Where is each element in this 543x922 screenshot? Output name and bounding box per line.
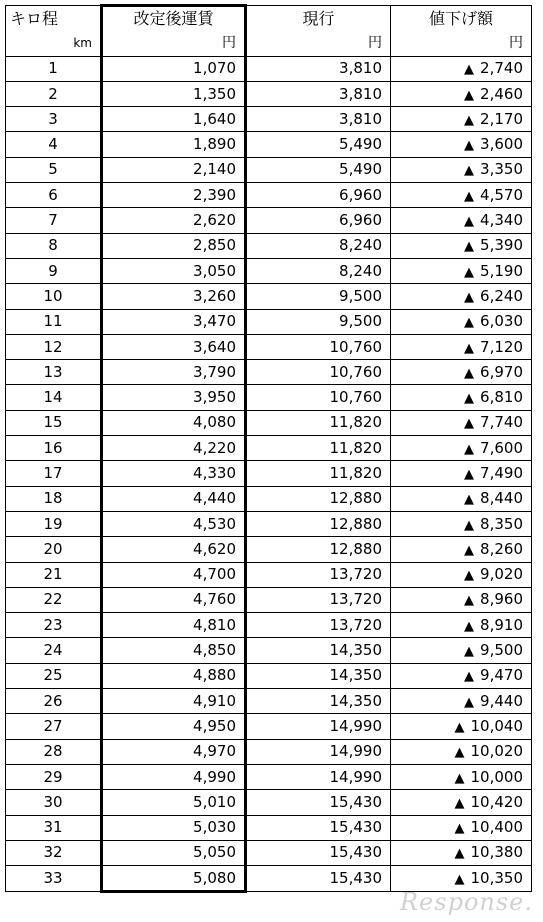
reduction-triangle-icon: ▲ — [464, 264, 475, 280]
table-row — [6, 258, 532, 283]
cell-km: 16 — [6, 436, 102, 461]
reduction-amount: 9,440 — [480, 691, 523, 710]
cell-current-fare: 14,990 — [246, 764, 391, 789]
reduction-triangle-icon: ▲ — [454, 846, 465, 862]
reduction-amount: 10,400 — [470, 818, 523, 837]
reduction-amount: 7,120 — [480, 337, 523, 356]
cell-new-fare: 5,030 — [102, 815, 246, 840]
cell-current-fare: 11,820 — [246, 461, 391, 486]
cell-current-fare: 14,350 — [246, 638, 391, 663]
cell-current-fare: 6,960 — [246, 183, 391, 208]
reduction-amount: 6,240 — [480, 286, 523, 305]
cell-km: 2 — [6, 81, 102, 106]
header-km: キロ程 — [6, 6, 102, 32]
table-body — [6, 56, 532, 892]
cell-new-fare: 3,050 — [102, 258, 246, 283]
reduction-triangle-icon: ▲ — [454, 872, 465, 888]
cell-reduction — [391, 587, 532, 612]
cell-new-fare: 5,010 — [102, 790, 246, 815]
cell-current-fare: 10,760 — [246, 334, 391, 359]
cell-current-fare: 5,490 — [246, 132, 391, 157]
cell-new-fare: 1,640 — [102, 107, 246, 132]
cell-reduction — [391, 461, 532, 486]
table-row — [6, 790, 532, 815]
reduction-triangle-icon: ▲ — [464, 542, 475, 558]
reduction-triangle-icon: ▲ — [464, 669, 475, 685]
cell-reduction — [391, 132, 532, 157]
cell-current-fare: 15,430 — [246, 840, 391, 865]
reduction-amount: 5,190 — [480, 261, 523, 280]
table-row — [6, 360, 532, 385]
reduction-amount: 8,910 — [480, 615, 523, 634]
cell-current-fare: 12,880 — [246, 537, 391, 562]
cell-reduction — [391, 157, 532, 182]
reduction-amount: 10,420 — [470, 792, 523, 811]
cell-current-fare: 10,760 — [246, 385, 391, 410]
cell-km: 25 — [6, 663, 102, 688]
header-new-fare: 改定後運賃 — [102, 6, 246, 32]
cell-reduction — [391, 183, 532, 208]
unit-current-fare: 円 — [246, 31, 391, 56]
cell-new-fare: 1,350 — [102, 81, 246, 106]
reduction-triangle-icon: ▲ — [464, 618, 475, 634]
reduction-triangle-icon: ▲ — [464, 163, 475, 179]
cell-km: 19 — [6, 511, 102, 536]
reduction-amount: 5,390 — [480, 236, 523, 255]
reduction-amount: 10,040 — [470, 716, 523, 735]
cell-new-fare: 4,910 — [102, 689, 246, 714]
cell-reduction — [391, 360, 532, 385]
cell-km: 9 — [6, 258, 102, 283]
reduction-triangle-icon: ▲ — [454, 745, 465, 761]
reduction-amount: 6,970 — [480, 362, 523, 381]
table-row — [6, 132, 532, 157]
reduction-amount: 9,500 — [480, 641, 523, 660]
reduction-triangle-icon: ▲ — [464, 87, 475, 103]
cell-km: 23 — [6, 613, 102, 638]
cell-new-fare: 2,850 — [102, 233, 246, 258]
cell-new-fare: 2,140 — [102, 157, 246, 182]
reduction-triangle-icon: ▲ — [464, 315, 475, 331]
cell-reduction — [391, 334, 532, 359]
cell-reduction — [391, 81, 532, 106]
reduction-amount: 4,570 — [480, 185, 523, 204]
table-row — [6, 689, 532, 714]
table-row — [6, 613, 532, 638]
cell-reduction — [391, 764, 532, 789]
header-unit-row — [6, 31, 532, 56]
table-row — [6, 486, 532, 511]
cell-reduction — [391, 511, 532, 536]
table-row — [6, 739, 532, 764]
cell-new-fare: 3,260 — [102, 284, 246, 309]
reduction-triangle-icon: ▲ — [454, 719, 465, 735]
reduction-amount: 4,340 — [480, 211, 523, 230]
table-row — [6, 714, 532, 739]
reduction-amount: 10,350 — [470, 869, 523, 888]
cell-current-fare: 10,760 — [246, 360, 391, 385]
table-row — [6, 815, 532, 840]
reduction-triangle-icon: ▲ — [464, 214, 475, 230]
cell-current-fare: 15,430 — [246, 790, 391, 815]
cell-new-fare: 4,880 — [102, 663, 246, 688]
reduction-amount: 3,600 — [480, 135, 523, 154]
unit-km: km — [6, 31, 102, 56]
table-row — [6, 157, 532, 182]
cell-km: 18 — [6, 486, 102, 511]
cell-km: 6 — [6, 183, 102, 208]
table-row — [6, 385, 532, 410]
cell-new-fare: 3,790 — [102, 360, 246, 385]
cell-new-fare: 4,760 — [102, 587, 246, 612]
cell-new-fare: 4,220 — [102, 436, 246, 461]
cell-new-fare: 4,530 — [102, 511, 246, 536]
table-row — [6, 537, 532, 562]
table-row — [6, 638, 532, 663]
reduction-triangle-icon: ▲ — [464, 62, 475, 78]
reduction-triangle-icon: ▲ — [464, 416, 475, 432]
cell-km: 4 — [6, 132, 102, 157]
cell-current-fare: 6,960 — [246, 208, 391, 233]
cell-new-fare: 5,050 — [102, 840, 246, 865]
reduction-amount: 8,350 — [480, 514, 523, 533]
cell-new-fare: 5,080 — [102, 866, 246, 892]
reduction-amount: 7,740 — [480, 413, 523, 432]
cell-new-fare: 3,950 — [102, 385, 246, 410]
cell-current-fare: 12,880 — [246, 486, 391, 511]
cell-km: 32 — [6, 840, 102, 865]
cell-reduction — [391, 410, 532, 435]
cell-reduction — [391, 284, 532, 309]
reduction-triangle-icon: ▲ — [464, 593, 475, 609]
reduction-triangle-icon: ▲ — [464, 694, 475, 710]
cell-current-fare: 5,490 — [246, 157, 391, 182]
unit-reduction: 円 — [391, 31, 532, 56]
cell-current-fare: 15,430 — [246, 866, 391, 892]
cell-new-fare: 2,390 — [102, 183, 246, 208]
cell-current-fare: 14,350 — [246, 663, 391, 688]
table-row — [6, 511, 532, 536]
cell-reduction — [391, 107, 532, 132]
cell-reduction — [391, 309, 532, 334]
cell-current-fare: 14,990 — [246, 739, 391, 764]
cell-new-fare: 4,700 — [102, 562, 246, 587]
table-row — [6, 334, 532, 359]
cell-reduction — [391, 840, 532, 865]
reduction-triangle-icon: ▲ — [464, 568, 475, 584]
reduction-amount: 6,030 — [480, 312, 523, 331]
cell-km: 30 — [6, 790, 102, 815]
cell-reduction — [391, 385, 532, 410]
reduction-amount: 9,020 — [480, 565, 523, 584]
cell-current-fare: 14,990 — [246, 714, 391, 739]
cell-current-fare: 11,820 — [246, 436, 391, 461]
cell-current-fare: 13,720 — [246, 613, 391, 638]
cell-current-fare: 9,500 — [246, 309, 391, 334]
table-row — [6, 309, 532, 334]
cell-reduction — [391, 739, 532, 764]
table-row — [6, 81, 532, 106]
reduction-triangle-icon: ▲ — [464, 289, 475, 305]
reduction-triangle-icon: ▲ — [464, 441, 475, 457]
cell-new-fare: 4,080 — [102, 410, 246, 435]
cell-new-fare: 1,890 — [102, 132, 246, 157]
reduction-triangle-icon: ▲ — [464, 466, 475, 482]
header-reduction: 値下げ額 — [391, 6, 532, 32]
cell-current-fare: 9,500 — [246, 284, 391, 309]
watermark-logo: Response. — [399, 888, 533, 916]
cell-new-fare: 4,990 — [102, 764, 246, 789]
reduction-triangle-icon: ▲ — [464, 517, 475, 533]
table-header — [6, 6, 532, 57]
cell-reduction — [391, 258, 532, 283]
cell-new-fare: 3,470 — [102, 309, 246, 334]
cell-reduction — [391, 613, 532, 638]
cell-current-fare: 3,810 — [246, 107, 391, 132]
cell-current-fare: 13,720 — [246, 562, 391, 587]
reduction-amount: 2,740 — [480, 59, 523, 78]
cell-km: 29 — [6, 764, 102, 789]
cell-new-fare: 2,620 — [102, 208, 246, 233]
table-row — [6, 183, 532, 208]
reduction-triangle-icon: ▲ — [464, 138, 475, 154]
reduction-amount: 2,460 — [480, 84, 523, 103]
reduction-triangle-icon: ▲ — [464, 365, 475, 381]
table-row — [6, 562, 532, 587]
cell-reduction — [391, 56, 532, 81]
table-row — [6, 233, 532, 258]
cell-current-fare: 12,880 — [246, 511, 391, 536]
cell-current-fare: 8,240 — [246, 258, 391, 283]
cell-new-fare: 4,850 — [102, 638, 246, 663]
cell-km: 20 — [6, 537, 102, 562]
cell-reduction — [391, 486, 532, 511]
reduction-amount: 10,380 — [470, 843, 523, 862]
cell-current-fare: 11,820 — [246, 410, 391, 435]
reduction-amount: 7,490 — [480, 463, 523, 482]
table-row — [6, 284, 532, 309]
table-row — [6, 840, 532, 865]
fare-table — [5, 4, 532, 893]
cell-km: 28 — [6, 739, 102, 764]
cell-km: 12 — [6, 334, 102, 359]
cell-km: 7 — [6, 208, 102, 233]
cell-km: 21 — [6, 562, 102, 587]
cell-km: 11 — [6, 309, 102, 334]
cell-reduction — [391, 714, 532, 739]
reduction-amount: 3,350 — [480, 160, 523, 179]
table-row — [6, 587, 532, 612]
cell-new-fare: 4,620 — [102, 537, 246, 562]
cell-new-fare: 4,330 — [102, 461, 246, 486]
cell-new-fare: 1,070 — [102, 56, 246, 81]
reduction-triangle-icon: ▲ — [454, 821, 465, 837]
cell-reduction — [391, 233, 532, 258]
table-row — [6, 663, 532, 688]
cell-reduction — [391, 537, 532, 562]
cell-km: 3 — [6, 107, 102, 132]
cell-km: 1 — [6, 56, 102, 81]
reduction-triangle-icon: ▲ — [454, 770, 465, 786]
cell-reduction — [391, 208, 532, 233]
table-row — [6, 410, 532, 435]
cell-km: 13 — [6, 360, 102, 385]
cell-reduction — [391, 663, 532, 688]
reduction-amount: 9,470 — [480, 666, 523, 685]
cell-km: 15 — [6, 410, 102, 435]
reduction-amount: 10,020 — [470, 742, 523, 761]
table-row — [6, 208, 532, 233]
cell-reduction — [391, 436, 532, 461]
cell-km: 27 — [6, 714, 102, 739]
table-row — [6, 56, 532, 81]
table-row — [6, 764, 532, 789]
header-title-row — [6, 6, 532, 32]
reduction-triangle-icon: ▲ — [464, 112, 475, 128]
cell-new-fare: 4,950 — [102, 714, 246, 739]
reduction-amount: 7,600 — [480, 438, 523, 457]
cell-current-fare: 14,350 — [246, 689, 391, 714]
cell-km: 10 — [6, 284, 102, 309]
reduction-amount: 8,440 — [480, 489, 523, 508]
cell-current-fare: 3,810 — [246, 56, 391, 81]
cell-km: 14 — [6, 385, 102, 410]
cell-new-fare: 4,970 — [102, 739, 246, 764]
reduction-amount: 10,000 — [470, 767, 523, 786]
reduction-triangle-icon: ▲ — [454, 795, 465, 811]
reduction-amount: 2,170 — [480, 109, 523, 128]
reduction-triangle-icon: ▲ — [464, 340, 475, 356]
unit-new-fare: 円 — [102, 31, 246, 56]
cell-km: 33 — [6, 866, 102, 892]
cell-reduction — [391, 815, 532, 840]
cell-km: 5 — [6, 157, 102, 182]
cell-km: 24 — [6, 638, 102, 663]
reduction-triangle-icon: ▲ — [464, 188, 475, 204]
cell-reduction — [391, 638, 532, 663]
reduction-amount: 8,960 — [480, 590, 523, 609]
table-row — [6, 461, 532, 486]
cell-current-fare: 3,810 — [246, 81, 391, 106]
cell-current-fare: 8,240 — [246, 233, 391, 258]
table-row — [6, 107, 532, 132]
cell-km: 17 — [6, 461, 102, 486]
reduction-triangle-icon: ▲ — [464, 239, 475, 255]
reduction-amount: 6,810 — [480, 388, 523, 407]
cell-reduction — [391, 790, 532, 815]
cell-new-fare: 4,440 — [102, 486, 246, 511]
table-row — [6, 866, 532, 892]
reduction-triangle-icon: ▲ — [464, 644, 475, 660]
cell-new-fare: 4,810 — [102, 613, 246, 638]
cell-reduction — [391, 689, 532, 714]
cell-reduction — [391, 562, 532, 587]
table-row — [6, 436, 532, 461]
cell-current-fare: 13,720 — [246, 587, 391, 612]
reduction-triangle-icon: ▲ — [464, 492, 475, 508]
header-current-fare: 現行 — [246, 6, 391, 32]
cell-current-fare: 15,430 — [246, 815, 391, 840]
cell-km: 22 — [6, 587, 102, 612]
cell-km: 31 — [6, 815, 102, 840]
cell-new-fare: 3,640 — [102, 334, 246, 359]
cell-km: 8 — [6, 233, 102, 258]
reduction-amount: 8,260 — [480, 539, 523, 558]
cell-reduction — [391, 866, 532, 892]
cell-km: 26 — [6, 689, 102, 714]
reduction-triangle-icon: ▲ — [464, 391, 475, 407]
